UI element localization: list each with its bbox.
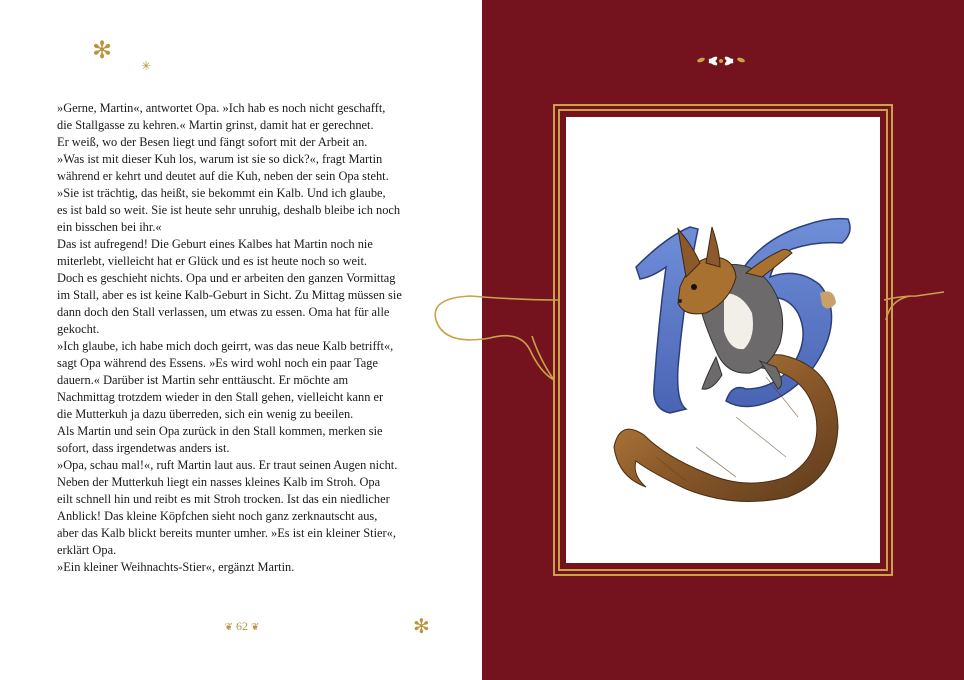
snowflake-star-icon: ✻: [413, 614, 430, 638]
small-star-icon: ✳: [141, 59, 152, 73]
squirrel-number-illustration: [566, 117, 880, 563]
body-text: »Gerne, Martin«, antwortet Opa. »Ich hab es noch nicht geschafft, die Stallgasse zu kehren.« Martin grinst, damit hat er gerechnet. Er weiß, wo der Besen liegt und fängt sofort mit der Arbeit an. »Was ist mit dieser Kuh los, warum ist sie so dick?«, fragt Martin während er kehrt und deutet auf die Kuh, neben der sein Opa steht. »Sie ist trächtig, das heißt, sie bekommt ein Kalb. Und ich glaube, es ist bald so weit. Sie ist heute sehr unruhig, deshalb bleibe ich noch ein bisschen bei ihr.« Das ist aufregend! Die Geburt eines Kalbes hat Martin noch nie miterlebt, vielleicht hat er Glück und es ist heute noch so weit. Doch es geschieht nichts. Opa und er arbeiten den ganzen Vormittag im Stall, aber es ist keine Kalb-Geburt in Sicht. Zu Mittag müssen sie dann doch den Stall verlassen, um etwas zu essen. Oma hat für alle gekocht. »Ich glaube, ich habe mich doch geirrt, was das neue Kalb betrifft«, sagt Opa während des Essens. »Es wird wohl noch ein paar Tage dauern.« Darüber ist Martin sehr enttäuscht. Er möchte am Nachmittag trotzdem wieder in den Stall gehen, vielleicht kann er die Mutterkuh ja dazu überreden, sich ein wenig zu beeilen. Als Martin und sein Opa zurück in den Stall kommen, merken sie sofort, dass irgendetwas anders ist. »Opa, schau mal!«, ruft Martin laut aus. Er traut seinen Augen nicht. Neben der Mutterkuh liegt ein nasses kleines Kalb im Stroh. Opa eilt schnell hin und reibt es mit Stroh trocken. Ist das ein niedlicher Anblick! Das kleine Köpfchen sieht noch ganz zerknautscht aus, aber das Kalb blickt bereits munter umher. »Es ist ein kleiner Stier«, erklärt Opa. »Ein kleiner Weihnachts-Stier«, ergänzt Martin.: [57, 101, 402, 574]
squirrel-tail: [614, 355, 838, 502]
page-number-footer: [212, 619, 272, 634]
leaf-sprig-icon: ❦: [251, 622, 260, 633]
story-text: [57, 100, 437, 576]
leaf-ornament-icon: [693, 52, 749, 68]
page-number: 62: [236, 619, 248, 633]
leaf-sprig-icon: ❦: [224, 622, 233, 633]
snowflake-star-icon: ✻: [92, 36, 113, 64]
